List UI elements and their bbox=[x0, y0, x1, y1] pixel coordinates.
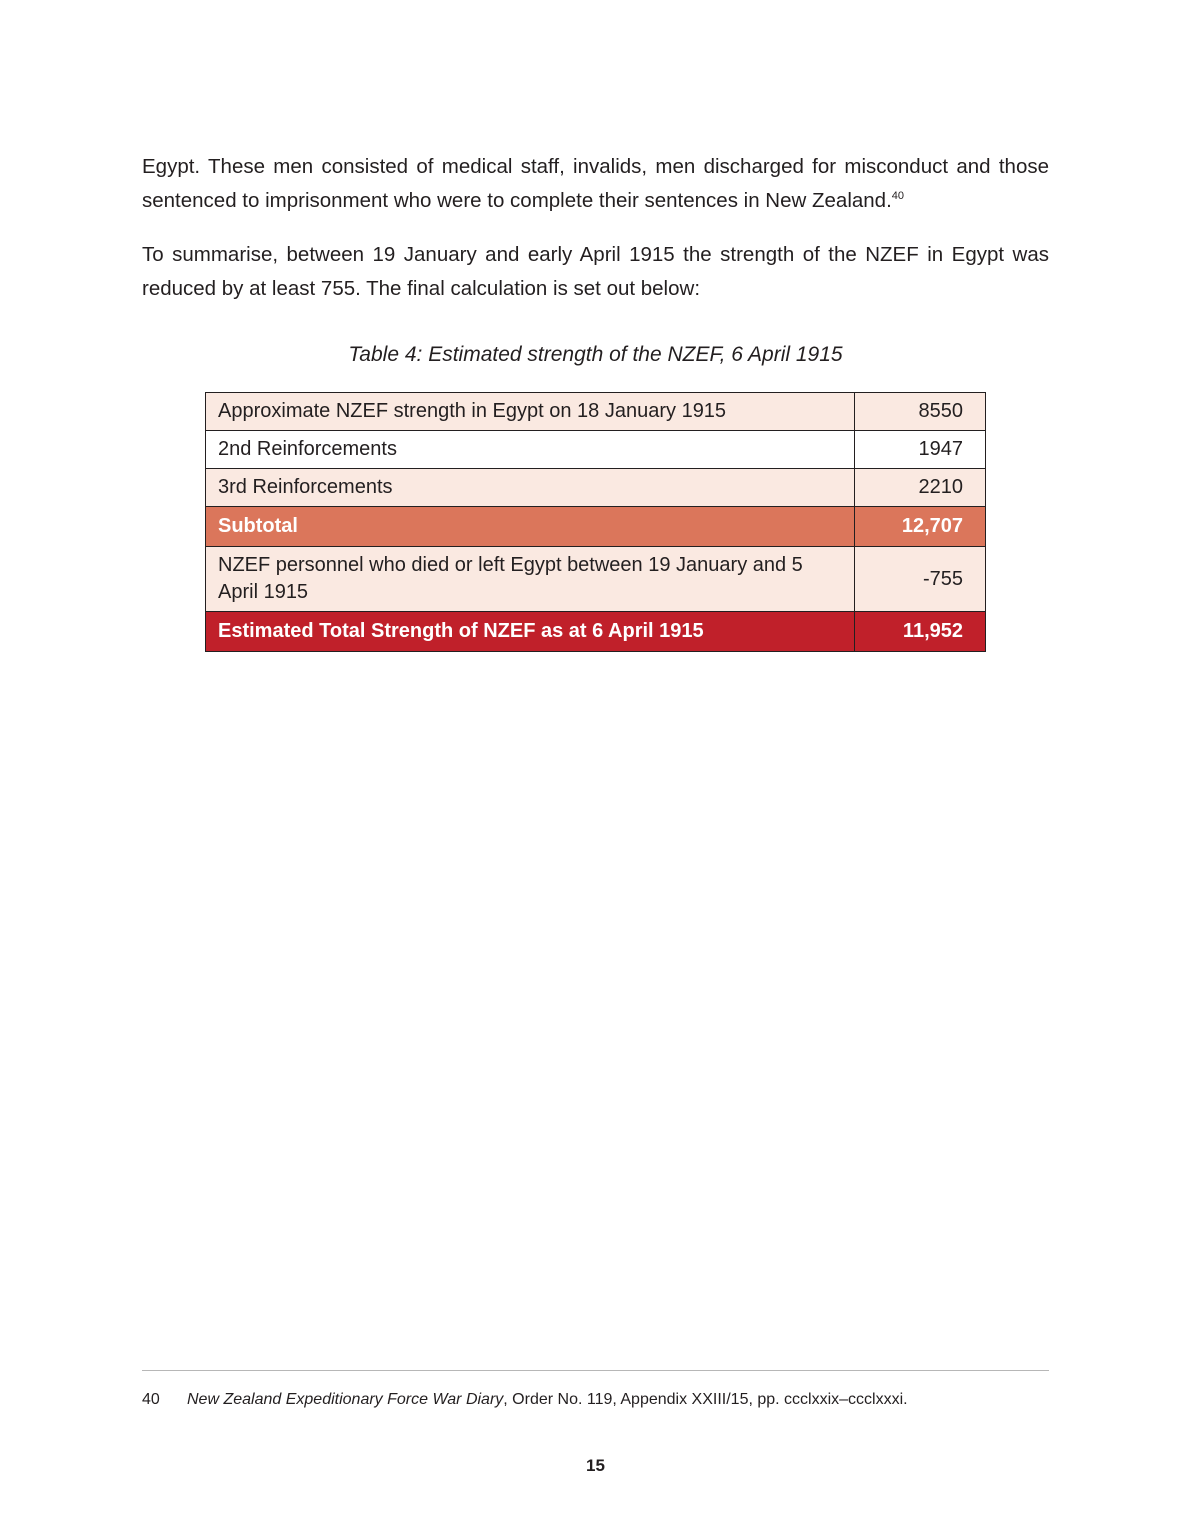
footnote-source-detail: , Order No. 119, Appendix XXIII/15, pp. ccclxxix–ccclxxxi. bbox=[503, 1391, 908, 1408]
footnote-reference[interactable]: 40 bbox=[891, 190, 905, 203]
footnote-number: 40 bbox=[142, 1391, 160, 1408]
row-label: Approximate NZEF strength in Egypt on 18 January 1915 bbox=[206, 393, 855, 431]
paragraph-text: Egypt. These men consisted of medical staff, invalids, men discharged for misconduct and those sentenced to imprisonment who were to complete their sentences in New Zealand. bbox=[142, 155, 1049, 212]
row-value: -755 bbox=[855, 547, 986, 612]
subtotal-row bbox=[206, 507, 986, 547]
total-value: 11,952 bbox=[855, 612, 986, 652]
strength-table bbox=[205, 392, 986, 652]
row-value: 8550 bbox=[855, 393, 986, 431]
page-number: 15 bbox=[586, 1456, 605, 1475]
row-value: 1947 bbox=[855, 431, 986, 469]
subtotal-value: 12,707 bbox=[855, 507, 986, 547]
table-row bbox=[206, 547, 986, 612]
table-row bbox=[206, 431, 986, 469]
table-caption: Table 4: Estimated strength of the NZEF, 6 April 1915 bbox=[348, 343, 843, 366]
footnote-source-title: New Zealand Expeditionary Force War Diary bbox=[187, 1391, 504, 1408]
table-row bbox=[206, 469, 986, 507]
table-row bbox=[206, 393, 986, 431]
row-label: 2nd Reinforcements bbox=[206, 431, 855, 469]
row-label: 3rd Reinforcements bbox=[206, 469, 855, 507]
body-paragraph-2: To summarise, between 19 January and early April 1915 the strength of the NZEF in Egypt was reduced by at least 755. The final calculation is set out below: bbox=[142, 243, 1049, 300]
footnote bbox=[142, 1388, 1049, 1412]
row-label: NZEF personnel who died or left Egypt between 19 January and 5 April 1915 bbox=[206, 547, 855, 612]
subtotal-label: Subtotal bbox=[206, 507, 855, 547]
row-value: 2210 bbox=[855, 469, 986, 507]
total-row bbox=[206, 612, 986, 652]
total-label: Estimated Total Strength of NZEF as at 6 April 1915 bbox=[206, 612, 855, 652]
footnote-divider bbox=[142, 1370, 1049, 1371]
body-paragraph-1 bbox=[142, 150, 1049, 218]
